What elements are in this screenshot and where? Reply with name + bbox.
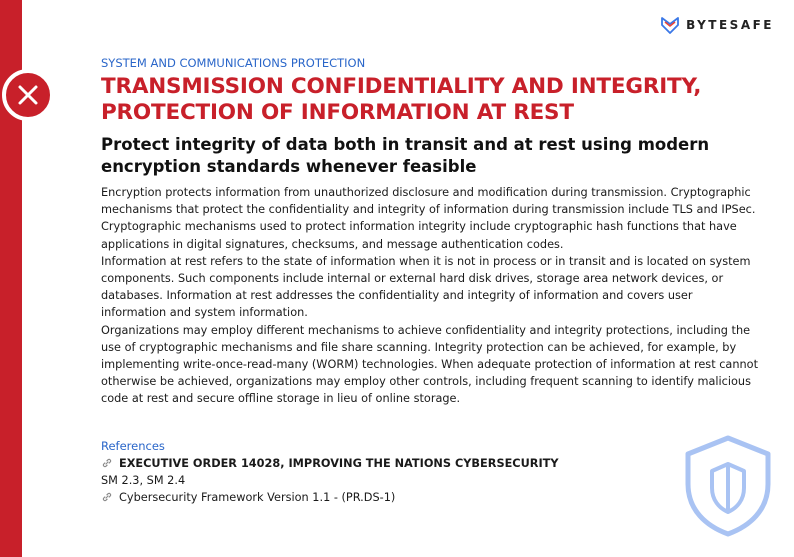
description-paragraph: Information at rest refers to the state of information when it is not in process or in transit and is located on system components. Such components include internal or external hard disk drives, storage area network devices, or databases. Information at rest addresses the confidentiality and integrity of information and covers user information and system information. bbox=[101, 254, 751, 320]
reference-link[interactable] bbox=[101, 489, 761, 506]
page-title: TRANSMISSION CONFIDENTIALITY AND INTEGRITY, PROTECTION OF INFORMATION AT REST bbox=[101, 74, 702, 125]
brand-name: BYTESAFE bbox=[686, 18, 774, 32]
shield-icon bbox=[684, 434, 772, 538]
reference-title: Cybersecurity Framework Version 1.1 - (PR.DS-1) bbox=[119, 490, 396, 504]
link-icon bbox=[101, 491, 113, 503]
link-icon bbox=[101, 457, 113, 469]
reference-title: EXECUTIVE ORDER 14028, IMPROVING THE NATIONS CYBERSECURITY bbox=[119, 456, 559, 470]
page-subtitle: Protect integrity of data both in transit and at rest using modern encryption standards whenever feasible bbox=[101, 135, 710, 176]
brand-logo bbox=[660, 16, 774, 34]
bytesafe-logo-icon bbox=[660, 16, 680, 34]
reference-detail: SM 2.3, SM 2.4 bbox=[101, 473, 186, 487]
close-icon bbox=[16, 83, 40, 107]
description-paragraph: Encryption protects information from unauthorized disclosure and modification during transmission. Cryptographic mechanisms that protect the confidentiality and integrity of information during transmission include TLS and IPSec. Cryptographic mechanisms used to protect information integrity include cryptographic hash functions that have applications in digital signatures, checksums, and message authentication codes. bbox=[101, 186, 756, 251]
references-heading: References bbox=[101, 438, 165, 453]
references-section bbox=[101, 438, 761, 506]
control-content bbox=[101, 56, 761, 506]
control-category: SYSTEM AND COMMUNICATIONS PROTECTION bbox=[101, 56, 366, 70]
status-fail-badge bbox=[2, 69, 54, 121]
description-paragraph: Organizations may employ different mechanisms to achieve confidentiality and integrity protections, including the use of cryptographic mechanisms and file share scanning. Integrity protection can be achieved, for example, by implementing write-once-read-many (WORM) technologies. When adequate protection of information at rest cannot otherwise be achieved, organizations may employ other controls, including frequent scanning to identify malicious code at rest and secure offline storage in lieu of online storage. bbox=[101, 323, 759, 406]
reference-link[interactable] bbox=[101, 455, 761, 472]
